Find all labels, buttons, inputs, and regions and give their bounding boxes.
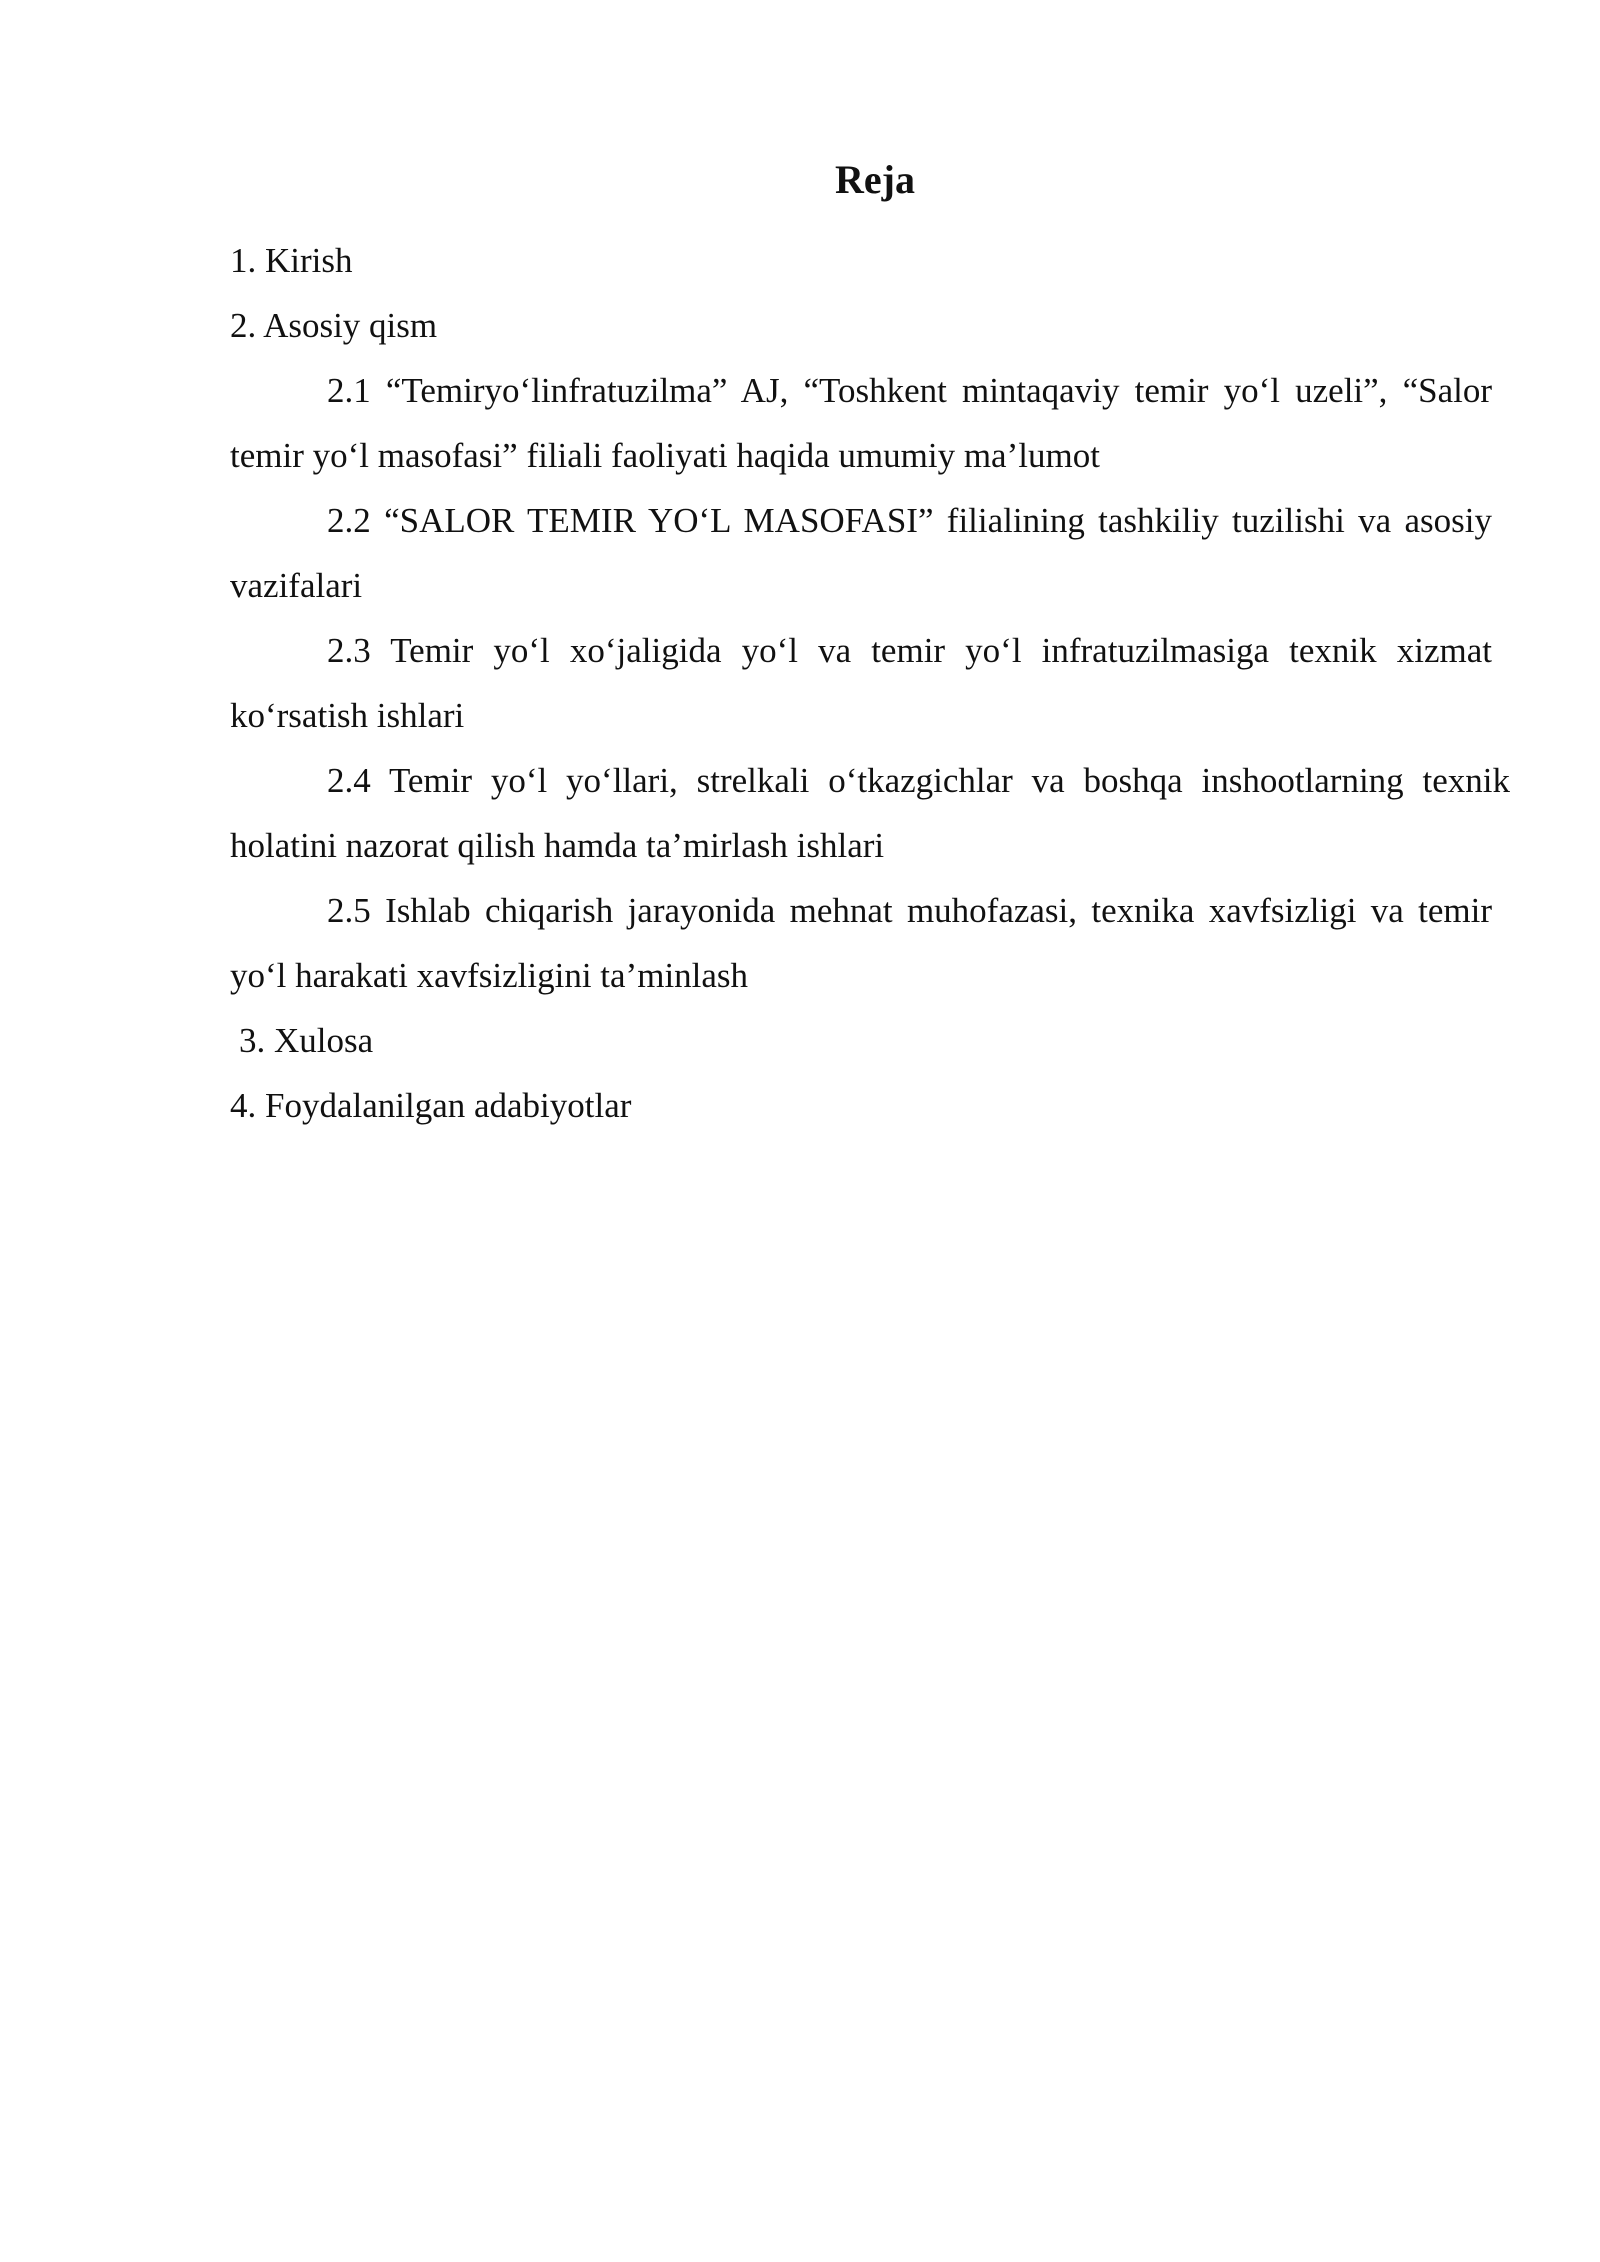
plan-item-kirish: 1. Kirish [230,241,353,280]
plan-subitem-2-5: 2.5 Ishlab chiqarish jarayonida mehnat muhofazasi, texnika xavfsizligi va temir yo‘l harakati xavfsizligini ta’minlash [230,891,1492,995]
plan-subitem-2-4: 2.4 Temir yo‘l yo‘llari, strelkali o‘tkazgichlar va boshqa inshootlarning texnik holatini nazorat qilish hamda ta’mirlash ishlari [230,761,1510,865]
plan-item-xulosa: 3. Xulosa [239,1021,374,1060]
plan-subitem-2-1: 2.1 “Temiryo‘linfratuzilma” AJ, “Toshkent mintaqaviy temir yo‘l uzeli”, “Salor temir yo‘l masofasi” filiali faoliyati haqida umumiy ma’lumot [230,371,1492,475]
plan-subitem-2-3: 2.3 Temir yo‘l xo‘jaligida yo‘l va temir yo‘l infratuzilmasiga texnik xizmat ko‘rsatish ishlari [230,631,1492,735]
document-content [230,150,1510,1138]
plan-subitem-2-2: 2.2 “SALOR TEMIR YO‘L MASOFASI” filialining tashkiliy tuzilishi va asosiy vazifalari [230,501,1492,605]
plan-item-asosiy-qism: 2. Asosiy qism [230,306,438,345]
plan-item-foydalanilgan-adabiyotlar: 4. Foydalanilgan adabiyotlar [230,1086,632,1125]
page-title: Reja [835,157,915,202]
